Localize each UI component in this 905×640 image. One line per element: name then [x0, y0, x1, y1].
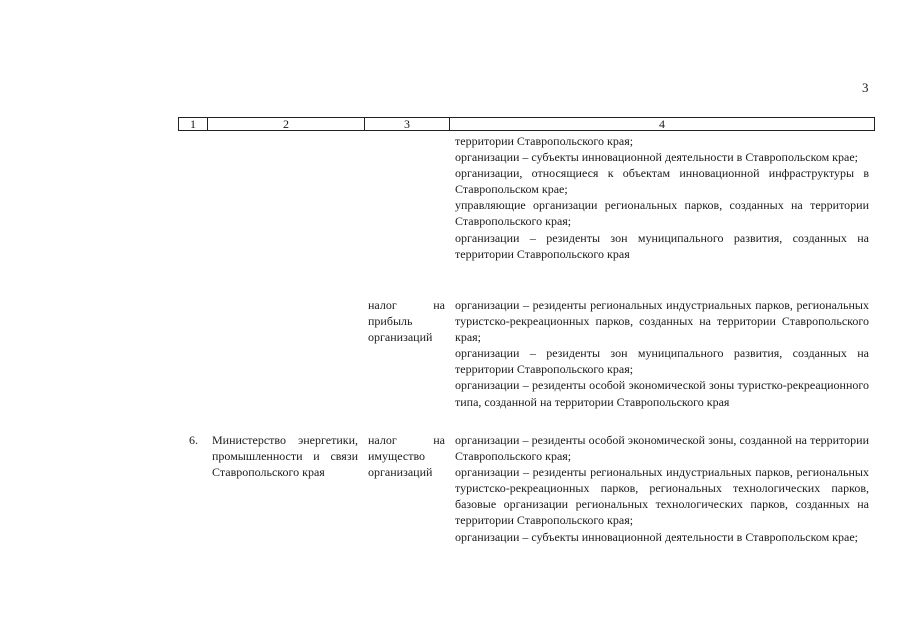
- block3-ministry: Министерство энергетики, промышленности и связи Ставропольского края: [212, 433, 358, 480]
- list-item: организации – резиденты особой экономической зоны туристко-рекреационного типа, созданной на территории Ставропольского края: [455, 378, 869, 409]
- list-item: организации – резиденты зон муниципального развития, созданных на территории Ставропольского края;: [455, 346, 869, 377]
- list-item: управляющие организации региональных парков, созданных на территории Ставропольского края;: [455, 198, 869, 229]
- list-item: организации – резиденты зон муниципального развития, созданных на территории Ставропольского края: [455, 230, 869, 261]
- block3-row-number: 6.: [189, 433, 198, 447]
- block2-tax-type: налог на прибыль организаций: [368, 298, 445, 345]
- list-item: организации – субъекты инновационной деятельности в Ставропольском крае;: [455, 529, 859, 544]
- page-number: 3: [862, 80, 869, 95]
- header-col-3: 3: [365, 118, 450, 130]
- list-item: организации – резиденты региональных индустриальных парков, региональных туристско-рекреационных парков, региональных технологических парков, базовые организации региональных технологических парков, созданных на территории Ставропольского края;: [455, 465, 869, 528]
- list-item: организации, относящиеся к объектам инновационной инфраструктуры в Ставропольском крае;: [455, 166, 869, 197]
- list-item: организации – резиденты региональных индустриальных парков, региональных туристско-рекреационных парков, созданных на территории Ставропольского края;: [455, 298, 869, 345]
- block3-col4: [455, 432, 869, 545]
- list-item: организации – субъекты инновационной деятельности в Ставропольском крае;: [455, 150, 859, 165]
- block3-tax-type: налог на имущество организаций: [368, 433, 445, 480]
- list-item: организации – резиденты особой экономической зоны, созданной на территории Ставропольского края;: [455, 433, 869, 464]
- header-col-2: 2: [208, 118, 365, 130]
- block1-col4: [455, 133, 869, 262]
- header-col-4: 4: [659, 117, 665, 131]
- block2-col4: [455, 297, 869, 410]
- table-header-row: [178, 117, 875, 131]
- list-item: территории Ставропольского края;: [455, 134, 634, 148]
- header-col-1: 1: [179, 118, 208, 130]
